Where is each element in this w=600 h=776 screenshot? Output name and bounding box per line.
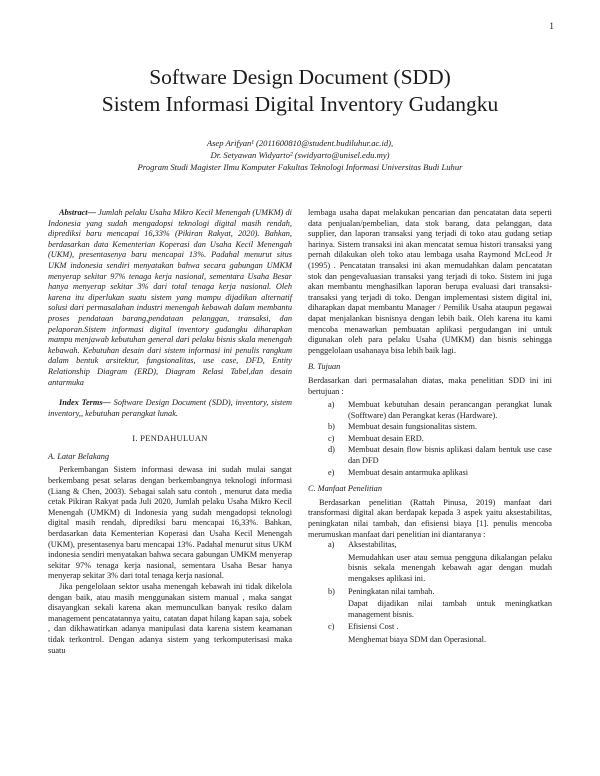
subsection-manfaat: C. Manfaat Penelitian [308, 484, 382, 494]
manfaat-item-desc: Menghemat biaya SDM dan Operasional. [348, 634, 487, 644]
list-item [308, 422, 552, 433]
list-item [308, 468, 552, 479]
author-2: Dr. Setyawan Widyarto² (swidyarto@unisel.edu.my) [210, 150, 390, 160]
right-column [308, 208, 552, 648]
list-marker: c) [328, 622, 335, 632]
list-item [308, 445, 552, 466]
list-item-text: Membuat kebutuhan desain perancangan perangkat lunak (Sofftware) dan Perangkat keras (Hardware). [348, 400, 552, 420]
list-item-text: Membuat desain ERD. [348, 433, 424, 443]
index-terms-text: Software Design Document (SDD), inventory, sistem inventory,, kebutuhan perangkat lunak. [48, 398, 293, 418]
paragraph-latar-belakang-2-cont: lembaga usaha dapat melakukan pencarian dan pencatatan data seperti data penjualan/pembelian, data stok barang, data pelanggan, data supplier, dan laporan transaksi yang terjadi di toko atau gudang setiap harinya. Sistem transaksi ini akan mencatat semua histori transaksi yang pernah dilakukan oleh toko atau lembaga usaha Raymond McLeod Jr (1995) . Pencatatan transaksi ini akan memudahkan dalam pencatatan stok dan pengevaluasian transaksi yang terjadi di toko. Sistem ini juga akan membantu menghasilkan laporan berupa evaluasi dari transaksi-transaksi yang terjadi di toko. Dengan implementasi sistem digital ini, diharapkan dapat membantu Manager / Pemilik Usaha ataupun pegawai dapat menjalankan bisnisnya dengan lebih baik. Oleh karena itu kami mencoba menawarkan pembuatan aplikasi pergudangan ini untuk digunakan oleh para pelaku Usaha (UMKM) dan bisnis sehingga penggelolaan usahanaya bisa lebih baik lagi. [308, 208, 552, 355]
manfaat-item-title [308, 540, 552, 551]
paper-title [40, 64, 560, 118]
subsection-latar-belakang: A. Latar Belakang [48, 451, 110, 461]
list-marker: e) [328, 467, 335, 477]
manfaat-title-text: Efisiensi Cost . [348, 622, 399, 632]
list-item [308, 400, 552, 421]
list-marker: a) [328, 540, 335, 550]
left-column [48, 208, 292, 656]
title-line-2: Sistem Informasi Digital Inventory Gudangku [101, 92, 499, 116]
list-item-text: Membuat desain fungsionalitas sistem. [348, 422, 478, 432]
index-terms-label: Index Terms— [59, 398, 111, 408]
list-marker: d) [328, 445, 335, 455]
subsection-tujuan: B. Tujuan [308, 362, 341, 372]
abstract [48, 208, 292, 388]
list-item-text: Membuat desain antarmuka aplikasi [348, 467, 469, 477]
author-1: Asep Arifyan¹ (2011600810@student.budiluhur.ac.id), [206, 138, 394, 148]
manfaat-title-text: Aksestabilitas, [348, 540, 397, 550]
list-marker: c) [328, 433, 335, 443]
paragraph-latar-belakang-1: Perkembangan Sistem informasi dewasa ini sudah mulai sangat berkembang pesat selaras dengan berkembangnya teknologi informasi (Liang & Chen, 2003). Sebagai salah satu contoh , menurut data media cetak Pikiran Rakyat pada Juli 2020, Jumlah pelaku Usaha Mikro Kecil Menengah (UMKM) di Indonesia yang sudah mengadopsi teknologi digital masih rendah, diprediksi baru mencapai 16,33%. Bahkan, berdasarkan data Kementerian Koperasi dan Usaha Kecil Menengah (UKM), presentasenya baru mencapai 13%. Padahal menurut situs UKM indonesia sendiri menyatakan bahwa secara gabungan UMKM menyerap sekitar 97% tenaga kerja nasional, sementara Usaha Besar hanya menyerap sekitar 3% dari total tenaga kerja nasional. [48, 465, 292, 581]
index-terms [48, 398, 292, 419]
manfaat-item-title [308, 622, 552, 633]
abstract-text: Jumlah pelaku Usaha Mikro Kecil Menengah (UMKM) di Indonesia yang sudah mengadopsi teknologi digital masih rendah, diprediksi baru mencapai 16,33% (Pikiran Rakyat, 2020). Bahkan, berdasarkan data Kementerian Koperasi dan Usaha Kecil Menengah (UKM), presentasenya baru mencapai 13%. Padahal menurut situs UKM indonesia sendiri menyatakan bahwa secara gabungan UMKM menyerap sekitar 97% tenaga kerja nasional, sementara Usaha Besar hanya menyerap sekitar 3% dari total tenaga kerja nasional. Oleh karena itu diperlukan suatu sistem yang mampu dijadikan alternatif solusi dari permasalahan industri menengah kebawah dalam membantu proses pendataan barang,pendataan pelanggan, transaksi, dan pelaporan.Sistem informasi digital inventory gudangku diharapkan mampu menjawab kebutuhan general dari pelaku bisnis skala menengah kebawah. Kebutuhan desain dari sistem informasi ini penulis rangkum dalam bentuk arsitektur, fungsionalitas, use case, DFD, Entity Relationship Diagram (ERD), Diagram Relasi Tabel,dan desain antarmuka [48, 208, 292, 387]
manfaat-title-text: Peningkatan nilai tambah. [348, 586, 435, 596]
list-marker: a) [328, 400, 335, 410]
title-line-1: Software Design Document (SDD) [149, 65, 451, 89]
list-item [308, 434, 552, 445]
list-marker: b) [328, 586, 335, 596]
section-heading-pendahuluan: I. PENDAHULUAN [132, 433, 208, 444]
abstract-label: Abstract— [59, 208, 96, 217]
manfaat-item-desc: Dapat dijadikan nilai tambah untuk meningkatkan management bisnis. [348, 599, 552, 619]
manfaat-item-desc: Memudahkan user atau semua pengguna dikalangan pelaku bisnis sekala menengah kebawah agar dengan mudah mengakses aplikasi ini. [348, 552, 552, 583]
page-number: 1 [549, 22, 554, 32]
tujuan-intro: Berdasarkan dari permasalahan diatas, maka penelitian SDD ini ini bertujuan : [308, 375, 552, 396]
author-block [40, 137, 560, 173]
manfaat-list [308, 540, 552, 645]
paragraph-latar-belakang-2: Jika pengelolaan sektor usaha menengah kebawah ini tidak dikelola dengan baik, atau masih menggunakan sistem manual , maka sangat disayangkan sekali karena akan memunculkan banyak resiko dalam management pencatatannya yaitu, catatan dapat hilang kapan saja, sobek , dan dikhawatirkan adanya manipulasi data karena sistem keamanan tidak terkontrol. Dengan adanya sistem yang terkomputerisasi maka suatu [48, 582, 292, 655]
list-marker: b) [328, 422, 335, 432]
manfaat-paragraph: Berdasarkan penelitian (Rattah Pinusa, 2019) manfaat dari transformasi digital akan berdapak kepada 3 aspek yaitu aksestabilitas, peningkatan nilai tambah, dan efisiensi biaya [1]. penulis mencoba merumuskan manfaat dari penelitian ini diantaranya : [308, 497, 552, 539]
list-item-text: Membuat desain flow bisnis aplikasi dalam bentuk use case dan DFD [348, 445, 552, 466]
affiliation: Program Studi Magister Ilmu Komputer Fakultas Teknologi Informasi Universitas Budi Luhur [137, 162, 463, 172]
manfaat-item-title [308, 587, 552, 598]
tujuan-list [308, 400, 552, 478]
